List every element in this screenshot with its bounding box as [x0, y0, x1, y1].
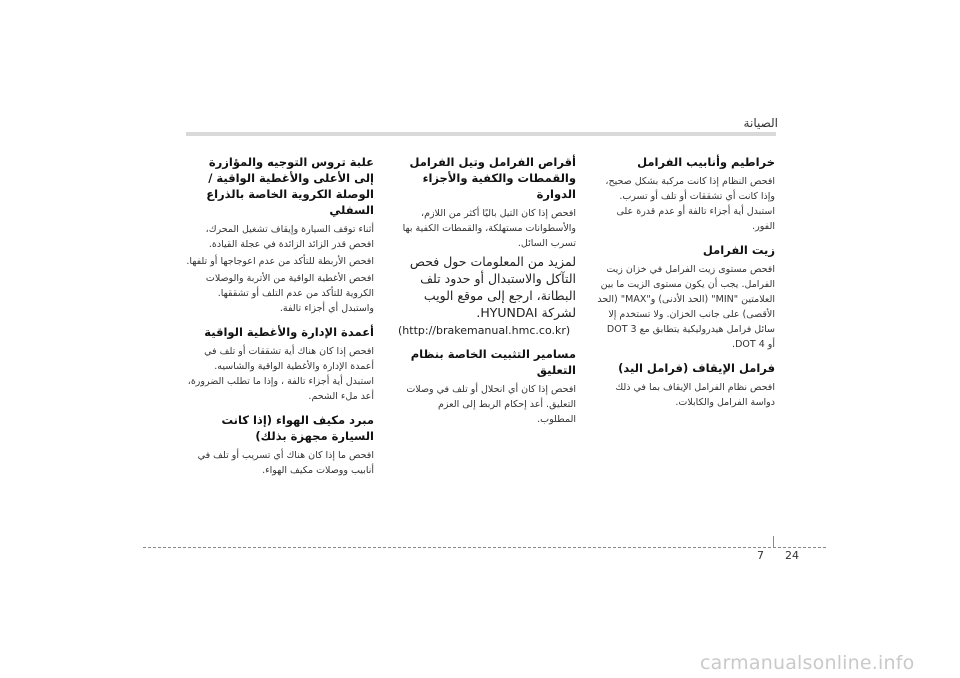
- page-number-value: 24: [785, 549, 799, 562]
- paragraph-parking-brake: افحص نظام الفرامل الإيقاف بما في ذلك دواسة الفرامل والكابلات.: [615, 382, 775, 408]
- section-title: الصيانة: [743, 116, 778, 130]
- paragraph-brake-fluid: افحص مستوى زيت الفرامل في خزان زيت الفرامل. يجب أن يكون مستوى الزيت ما بين العلامتين "MIN" (الحد الأدنى) و"MAX" (الحد الأقصى) على جانب الخزان. ولا تستخدم إلا سائل فرامل هيدروليكية يتطابق مع DOT 3 أو DOT 4.: [597, 264, 775, 350]
- paragraph-dust-boots: افحص الأغطية الواقية من الأتربة والوصلات الكروية للتأكد من عدم التلف أو تشققها. واستبدل أي أجزاء تالفة.: [205, 273, 374, 314]
- brake-manual-link[interactable]: (http://brakemanual.hmc.co.kr): [398, 324, 571, 337]
- paragraph-brake-wear: افحص إذا كان التيل باليًا أكثر من اللازم، والأسطوانات مستهلكة، والقمطات الكفية بها تسرب السائل.: [402, 208, 576, 249]
- paragraph-drive-shafts: افحص إذا كان هناك أية تشققات أو تلف في أعمدة الإدارة والأغطية الواقية والشاسيه. استبدل أية أجزاء تالفة ، وإذا ما تطلب الضرورة، أعد ملء الشحم.: [187, 346, 374, 402]
- column-right: [597, 154, 775, 412]
- paragraph-brake-hoses: افحص النظام إذا كانت مركبة بشكل صحيح، وإذا كانت أي تشققات أو تلف أو تسرب. استبدل أية أجزاء تالفة أو عدم قدرة على الفور.: [605, 176, 775, 232]
- column-middle: [398, 154, 576, 429]
- heading-brake-hoses: خراطيم وأنابيب الفرامل: [637, 155, 775, 169]
- footer-tick: [773, 536, 774, 548]
- paragraph-brake-manual: لمزيد من المعلومات حول فحص التآكل والاستبدال أو حدود تلف البطانة، ارجع إلى موقع الويب لشركة HYUNDAI.: [409, 254, 576, 320]
- heading-steering: علبة تروس التوجيه والمؤازرة إلى الأعلى والأغطية الواقية / الوصلة الكروية الخاصة بالذراع السفلي: [206, 155, 374, 217]
- heading-brake-discs: أقراص الفرامل وتيل الفرامل والقمطات والكفية والأجزاء الدوارة: [409, 155, 576, 201]
- footer-rule: [143, 547, 826, 548]
- chapter-number: 7: [757, 549, 764, 562]
- heading-ac-refrigerant: مبرد مكيف الهواء (إذا كانت السيارة مجهزة بذلك): [221, 413, 374, 443]
- paragraph-ac-refrigerant: افحص ما إذا كان هناك أي تسريب أو تلف في أنابيب ووصلات مكيف الهواء.: [197, 450, 374, 476]
- paragraph-suspension-bolts: افحص إذا كان أي انحلال أو تلف في وصلات التعليق. أعد إحكام الربط إلى العزم المطلوب.: [406, 384, 576, 425]
- paragraph-steering-play: أثناء توقف السيارة وإيقاف تشغيل المحرك، افحص قدر الزائد الزائدة في عجلة القيادة.: [205, 224, 374, 250]
- column-left: [186, 154, 374, 480]
- page-number: [757, 549, 799, 562]
- heading-suspension-bolts: مسامير التثبيت الخاصة بنظام التعليق: [410, 347, 576, 377]
- heading-brake-fluid: زيت الفرامل: [702, 243, 775, 257]
- watermark: carmanualsonline.info: [700, 652, 915, 674]
- header-rule: [186, 132, 776, 136]
- heading-parking-brake: فرامل الإيقاف (فرامل اليد): [618, 361, 775, 375]
- paragraph-steering-links: افحص الأربطة للتأكد من عدم اعوجاجها أو تلفها.: [186, 256, 374, 267]
- heading-drive-shafts: أعمدة الإدارة والأغطية الواقية: [204, 325, 374, 339]
